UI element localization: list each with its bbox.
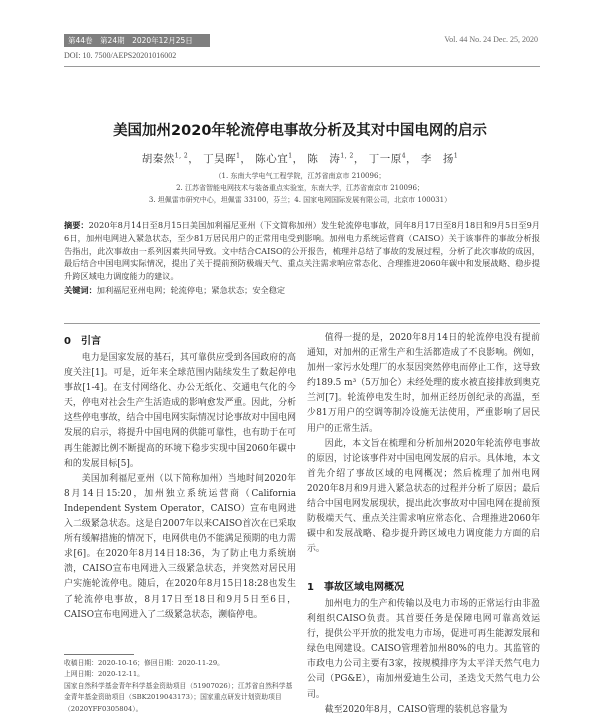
abstract-block <box>64 219 540 297</box>
doi-line[interactable]: DOI: 10. 7500/AEPS20201016002 <box>64 51 177 60</box>
affiliation-line: 2. 江苏省智能电网技术与装备重点实验室，东南大学，江苏省南京市 210096； <box>176 184 424 192</box>
body-paragraph: 截至2020年8月，CAISO管理的装机总容量为 <box>324 704 508 715</box>
abstract-label: 摘要： <box>64 220 89 230</box>
keywords <box>64 284 540 297</box>
section-heading-intro: 0 引言 <box>64 336 101 347</box>
abstract-divider <box>64 323 540 324</box>
body-paragraph: 电力是国家发展的基石，其可靠供应受到各国政府的高度关注[1]。可是，近年来全球范围内陆续发生了数起停电事故[1-4]。在支付网络化、办公无纸化、交通电气化的今天，停电对社会生产生活造成的影响愈发严重。因此，分析这些停电事故，结合中国电网实际情况讨论事故对中国电网发展的启示，将提升中国电网的供能可靠性，也有助于在可再生能源比例不断提高的环境下稳步实现中国2060年碳中和的发展目标[5]。 <box>64 353 296 469</box>
paper-title: 美国加州2020年轮流停电事故分析及其对中国电网的启示 <box>113 123 487 139</box>
affiliation-line: 3. 坦佩雷市研究中心，坦佩雷 33100，芬兰；4. 国家电网国际发展有限公司，北京市 100031） <box>148 196 452 204</box>
header-divider <box>64 66 540 67</box>
keywords-label: 关键词： <box>64 284 97 295</box>
abstract-text: 2020年8月14日至8月15日美国加利福尼亚州（下文简称加州）发生轮流停电事故，同年8月17日至8月18日和9月5日至9月6日，加州电网进入紧急状态，至少81万居民用户的正常用电受到影响。加州电力系统运营商（CAISO）关于该事件的事故分析报告指出，此次事故由一系列因素共同导致。文中结合CAISO的公开报告，梳理并总结了事故的发展过程，分析了此次事故的成因，最后结合中国电网实际情况，提出了关于提前预防极端天气、重点关注需求响应常态化、合理推进2060年碳中和发展战略、稳步提升跨区域电力调度能力的建议。 <box>64 220 540 282</box>
abstract <box>64 219 540 283</box>
keywords-text: 加利福尼亚州电网；轮流停电；紧急状态；安全稳定 <box>96 284 286 295</box>
section-heading-1: 1 事故区域电网概况 <box>307 582 404 593</box>
footnote-divider <box>64 654 134 655</box>
journal-issue-banner: 第44卷 第24期 2020年12月25日 <box>64 34 210 47</box>
body-paragraph: 美国加利福尼亚州（以下简称加州）当地时间2020年8月14日15:20，加州独立系统运营商（California Independent System Operator，CAISO）宣布电网进入二级紧急状态。这是自2007年以来CAISO首次在已采取所有缓解措施的情况下，电网供电仍不能满足预期的电力需求[6]。在2020年8月14日18:36，为了防止电力系统崩溃，CAISO宣布电网进入三级紧急状态，并突然对居民用户实施轮流停电。随后，在2020年8月15日18:28也发生了轮流停电事故，8月17日至18日和9月5日至6日，CAISO宣布电网进入了二级紧急状态，濒临停电。 <box>64 473 296 620</box>
author-list: 胡秦然$^{1, 2}$， 丁昊晖$^1$， 陈心宜$^1$， 陈 涛$^{1, 2}$， 丁一原$^4$， 李 扬$^1$ <box>141 152 459 165</box>
footnote: 国家自然科学基金青年科学基金资助项目（51907026）；江苏省自然科学基金青年基金资助项目（SBK2019043173）；国家重点研发计划资助项目（2020YFF0305804）。 <box>64 681 293 713</box>
body-paragraph: 加州电力的生产和传输以及电力市场的正常运行由非盈利组织CAISO负责。其首要任务是保障电网可靠高效运行，提供公平开放的批发电力市场，促进可再生能源发展和绿色电网建设。CAISO管理着加州80%的电力。其监管的市政电力公司主要有3家，按规模排序为太平洋天然气电力公司（PG&E），南加州爱迪生公司，圣迭戈天然气电力公司。 <box>307 599 540 700</box>
body-paragraph: 值得一提的是，2020年8月14日的轮流停电没有提前通知，对加州的正常生产和生活都造成了不良影响。例如，加州一家污水处理厂的水泵因突然停电而停止工作，这导致约189.5 m³（5万加仑）未经处理的废水被直接排放到奥克兰河[7]。轮流停电发生时，加州正经历创纪录的高温，至少81万用户的空调等制冷设施无法使用，严重影响了居民用户的正常生活。 <box>307 333 540 434</box>
author: 丁一原$^4$ <box>368 152 407 165</box>
body-paragraph: 因此，本文旨在梳理和分析加州2020年轮流停电事故的原因，讨论该事件对中国电网发展的启示。具体地，本文首先介绍了事故区域的电网概况；然后梳理了加州电网2020年8月和9月进入紧急状态的过程并分析了原因；最后结合中国电网发展现状，提出此次事故对中国电网在提前预防极端天气、重点关注需求响应常态化、合理推进2060年碳中和发展战略、稳步提升跨区域电力调度能力方面的启示。 <box>307 438 540 555</box>
section-1-body <box>307 597 540 718</box>
author: 李 扬$^1$ <box>420 152 459 165</box>
affiliation-line: （1. 东南大学电气工程学院，江苏省南京市 210096； <box>214 172 386 180</box>
footnote: 收稿日期：2020-10-16；修回日期：2020-11-29。 <box>64 659 224 667</box>
author: 丁昊晖$^1$ <box>203 152 241 165</box>
journal-issue-english: Vol. 44 No. 24 Dec. 25, 2020 <box>444 35 538 44</box>
left-column <box>64 351 296 623</box>
footnotes <box>64 658 296 715</box>
author: 胡秦然$^{1, 2}$ <box>141 152 189 165</box>
right-column <box>307 331 540 557</box>
footnote: 上网日期：2020-12-11。 <box>64 670 144 679</box>
author: 陈 涛$^{1, 2}$ <box>307 152 354 165</box>
author: 陈心宜$^1$ <box>255 152 293 165</box>
